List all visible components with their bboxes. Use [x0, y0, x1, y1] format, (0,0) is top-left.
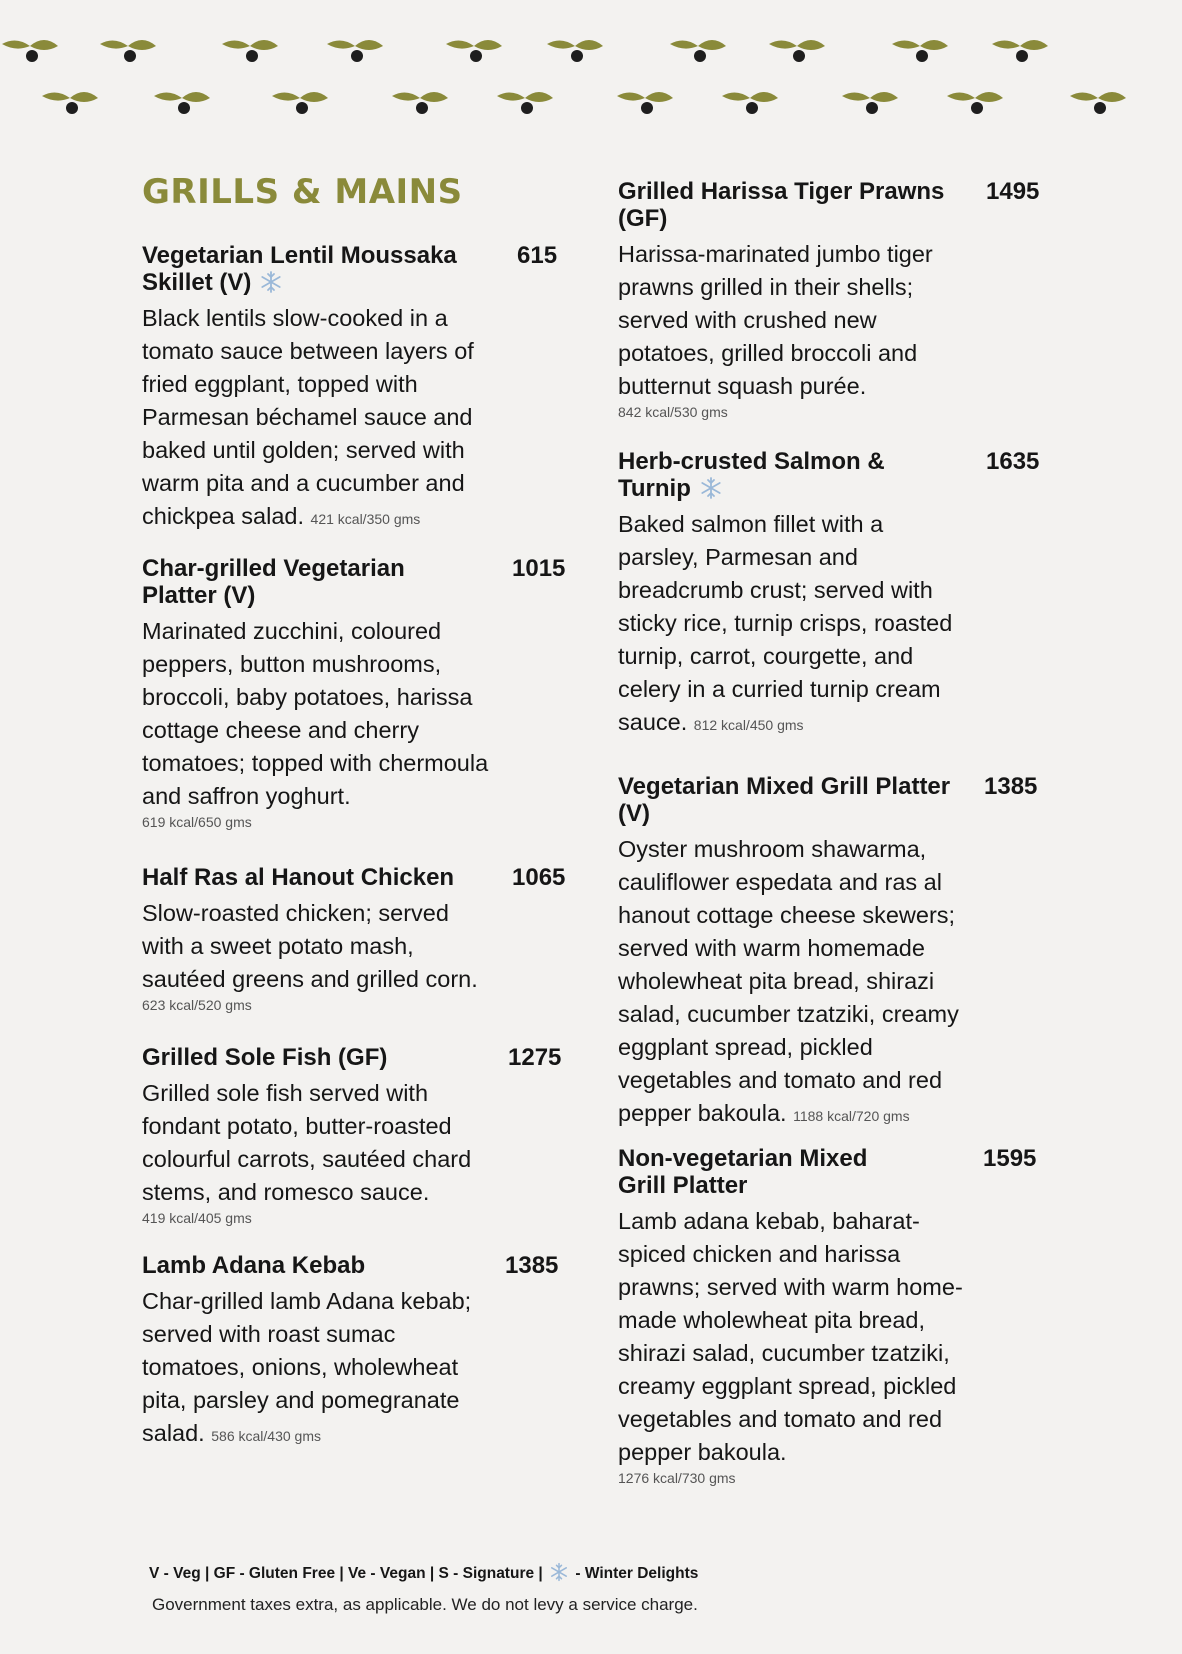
olive-icon	[842, 92, 898, 114]
item-price: 1015	[512, 555, 566, 582]
item-kcal: 1276 kcal/730 gms	[618, 1470, 736, 1486]
item-description: Slow-roasted chicken; served with a sweet potato mash, sautéed greens and grilled corn.	[142, 900, 478, 992]
olive-icon	[42, 92, 98, 114]
olive-icon	[769, 40, 825, 62]
item-description: Harissa-marinated jumbo tiger prawns grilled in their shells; served with crushed new potatoes, grilled broccoli and butternut squash purée.	[618, 241, 933, 399]
olive-icon	[272, 92, 328, 114]
menu-item	[618, 1145, 1048, 1487]
item-description: Grilled sole fish served with fondant potato, butter-roasted colourful carrots, sautéed chard stems, and romesco sauce.	[142, 1080, 472, 1205]
tax-footnote: Government taxes extra, as applicable. We do not levy a service charge.	[152, 1595, 698, 1614]
olive-icon	[100, 40, 156, 62]
snowflake-icon	[549, 1562, 569, 1582]
item-price: 1065	[512, 864, 566, 891]
menu-item	[142, 1044, 572, 1227]
olive-icon	[992, 40, 1048, 62]
menu-item	[618, 773, 1048, 1133]
item-name: Grilled Sole Fish (GF)	[142, 1044, 388, 1071]
menu-item	[618, 448, 1048, 742]
olive-icon	[154, 92, 210, 114]
item-kcal: 619 kcal/650 gms	[142, 814, 252, 830]
item-description: Baked salmon fillet with a parsley, Parmesan and breadcrumb crust; served with sticky rice, turnip crisps, roasted turnip, carrot, courgette, and celery in a curried turnip cream sauce. 812 kcal/450 gms	[618, 511, 953, 735]
item-name: Vegetarian Lentil Moussaka Skillet (V)	[142, 242, 457, 296]
item-kcal: 1188 kcal/720 gms	[793, 1108, 910, 1124]
item-price: 1275	[508, 1044, 562, 1071]
item-kcal: 842 kcal/530 gms	[618, 404, 728, 420]
item-description: Lamb adana kebab, baharat-spiced chicken and harissa prawns; served with warm home-made wholewheat pita bread, shirazi salad, cucumber tzatziki, creamy eggplant spread, pickled vegetables and tomato and red pepper bakoula.	[618, 1208, 963, 1465]
item-name: Herb-crusted Salmon & Turnip	[618, 448, 885, 502]
item-price: 615	[517, 242, 558, 269]
olive-icon	[670, 40, 726, 62]
olive-icon	[446, 40, 502, 62]
item-kcal: 419 kcal/405 gms	[142, 1210, 252, 1226]
section-title: GRILLS & MAINS	[142, 172, 463, 212]
snowflake-icon	[691, 475, 723, 502]
item-kcal: 586 kcal/430 gms	[211, 1428, 321, 1444]
menu-item	[142, 864, 572, 1014]
item-name: Grilled Harissa Tiger Prawns (GF)	[618, 178, 945, 232]
menu-item	[142, 555, 572, 831]
item-kcal: 812 kcal/450 gms	[693, 717, 804, 733]
item-kcal: 623 kcal/520 gms	[142, 997, 252, 1013]
item-kcal: 421 kcal/350 gms	[310, 511, 421, 527]
olive-icon	[392, 92, 448, 114]
item-name: Vegetarian Mixed Grill Platter (V)	[618, 773, 951, 827]
olive-icon	[547, 40, 603, 62]
item-name: Half Ras al Hanout Chicken	[142, 864, 455, 891]
item-name: Char-grilled Vegetarian Platter (V)	[142, 555, 405, 609]
olive-branch-decoration	[0, 0, 1182, 140]
menu-item	[142, 242, 572, 536]
item-name: Lamb Adana Kebab	[142, 1252, 366, 1279]
olive-icon	[2, 40, 58, 62]
item-description: Black lentils slow-cooked in a tomato sauce between layers of fried eggplant, topped with Parmesan béchamel sauce and baked until golden; served with warm pita and a cucumber and chickpea salad. 421 kcal/350 gms	[142, 305, 474, 529]
item-description: Char-grilled lamb Adana kebab; served with roast sumac tomatoes, onions, wholewheat pita, parsley and pomegranate salad. 586 kcal/430 gms	[142, 1288, 472, 1446]
menu-item	[618, 178, 1048, 421]
olive-icon	[722, 92, 778, 114]
olive-icon	[327, 40, 383, 62]
item-description: Marinated zucchini, coloured peppers, button mushrooms, broccoli, baby potatoes, harissa cottage cheese and cherry tomatoes; topped with chermoula and saffron yoghurt.	[142, 618, 489, 809]
olive-icon	[617, 92, 673, 114]
menu-item	[142, 1252, 572, 1453]
olive-icon	[1070, 92, 1126, 114]
item-price: 1385	[984, 773, 1038, 800]
snowflake-icon	[251, 269, 283, 296]
olive-icon	[947, 92, 1003, 114]
olive-icon	[222, 40, 278, 62]
item-price: 1495	[986, 178, 1040, 205]
item-description: Oyster mushroom shawarma, cauliflower espedata and ras al hanout cottage cheese skewers; served with warm homemade wholewheat pita bread, shirazi salad, cucumber tzatziki, creamy eggplant spread, pickled vegetables and tomato and red pepper bakoula. 1188 kcal/720 gms	[618, 836, 959, 1126]
item-name: Non-vegetarian Mixed Grill Platter	[618, 1145, 868, 1199]
olive-icon	[497, 92, 553, 114]
legend: V - Veg | GF - Gluten Free | Ve - Vegan | S - Signature | - Winter Delights	[149, 1562, 698, 1583]
olive-icon	[892, 40, 948, 62]
item-price: 1385	[505, 1252, 559, 1279]
item-price: 1595	[983, 1145, 1037, 1172]
item-price: 1635	[986, 448, 1040, 475]
